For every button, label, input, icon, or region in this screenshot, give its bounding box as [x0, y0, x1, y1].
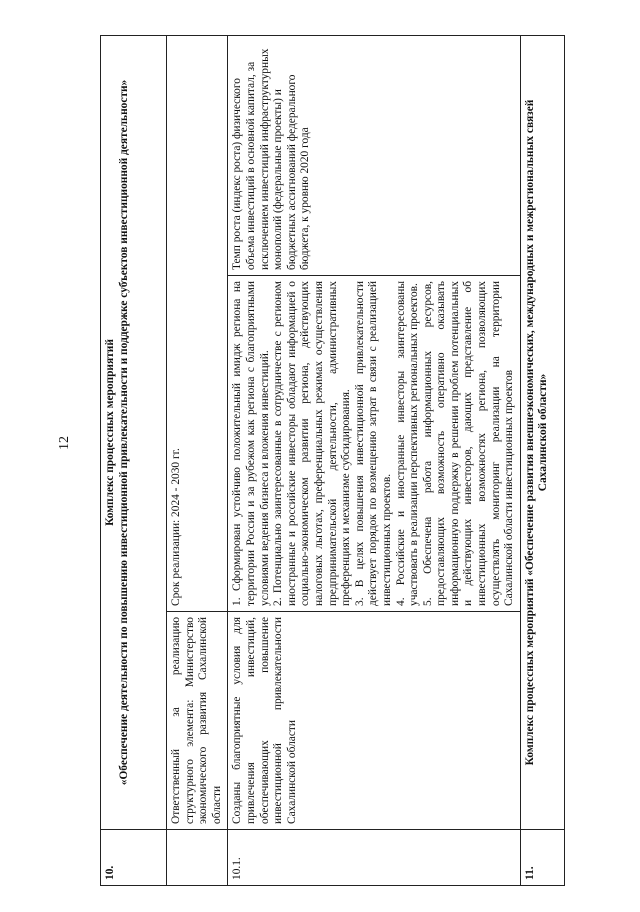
effect-item-3: 3. В целях повышения инвестиционной привлекательности действует порядок по возмещению затрат в связи с реализацией инвестиционных проектов. [353, 281, 393, 606]
section-10-meta-row [167, 36, 228, 886]
section-10-header-row [101, 36, 167, 886]
rotated-page-content [100, 36, 550, 886]
task-10-1-row [228, 36, 520, 886]
section-11-heading-line1: Комплекс процессных мероприятий «Обеспечение развития внешнеэкономических, международных и межрегиональных связей [523, 99, 536, 766]
effect-item-4: 4. Российские и иностранные инвесторы заинтересованы участвовать в реализации перспективных региональных проектов. [394, 281, 421, 606]
empty-cell [167, 830, 228, 886]
section-11-number: 11. [520, 830, 564, 886]
measures-table [100, 35, 565, 886]
page-number: 12 [57, 436, 72, 450]
task-10-1-description: Созданы благоприятные условия для привлечения инвестиций, обеспечивающих повышение инвестиционной привлекательности Сахалинской области [228, 612, 520, 830]
task-10-1-indicator: Темп роста (индекс роста) физического объема инвестиций в основной капитал, за исключением инвестиций инфраструктурных монополий (федеральные проекты) и бюджетных ассигнований федерального бюджета, к уровню 2020 года [228, 36, 520, 276]
effect-item-1: 1. Сформирован устойчиво положительный имидж региона на территории России и за рубежом как региона с благоприятными условиями ведения бизнеса и вложения инвестиций. [231, 281, 271, 606]
responsible-cell: Ответственный за реализацию структурного элемента: Министерство экономического развития Сахалинской области [167, 612, 228, 830]
period-cell: Срок реализации: 2024 - 2030 гг. [167, 36, 228, 612]
section-10-heading-line1: Комплекс процессных мероприятий [104, 339, 116, 526]
section-10-heading-line2: «Обеспечение деятельности по повышению инвестиционной привлекательности и поддержке субъектов инвестиционной деятельности» [117, 79, 130, 786]
section-11-heading-line2: Сахалинской области» [537, 373, 550, 492]
effect-item-2: 2. Потенциально заинтересованные в сотрудничестве с регионом иностранные и российские инвесторы обладают информацией о социально-экономическом развитии региона, действующих налоговых льготах, преференциальных режимах осуществления предпринимательской деятельности, административных преференциях и механизме субсидирования. [272, 281, 353, 606]
section-11-header-row [520, 36, 564, 886]
table-stage [100, 36, 550, 886]
section-11-heading [520, 36, 564, 830]
task-10-1-effects [228, 276, 520, 612]
effect-item-5: 5. Обеспечена работа информационных ресурсов, предоставляющих возможность оперативно оказывать информационную поддержку в решении проблем потенциальных и действующих инвесторов, дающих представление об инвестиционных возможностях региона, позволяющих осуществлять мониторинг реализации на территории Сахалинской области инвестиционных проектов [421, 281, 516, 606]
section-10-heading [101, 36, 167, 830]
task-10-1-number: 10.1. [228, 830, 520, 886]
section-10-number: 10. [101, 830, 167, 886]
